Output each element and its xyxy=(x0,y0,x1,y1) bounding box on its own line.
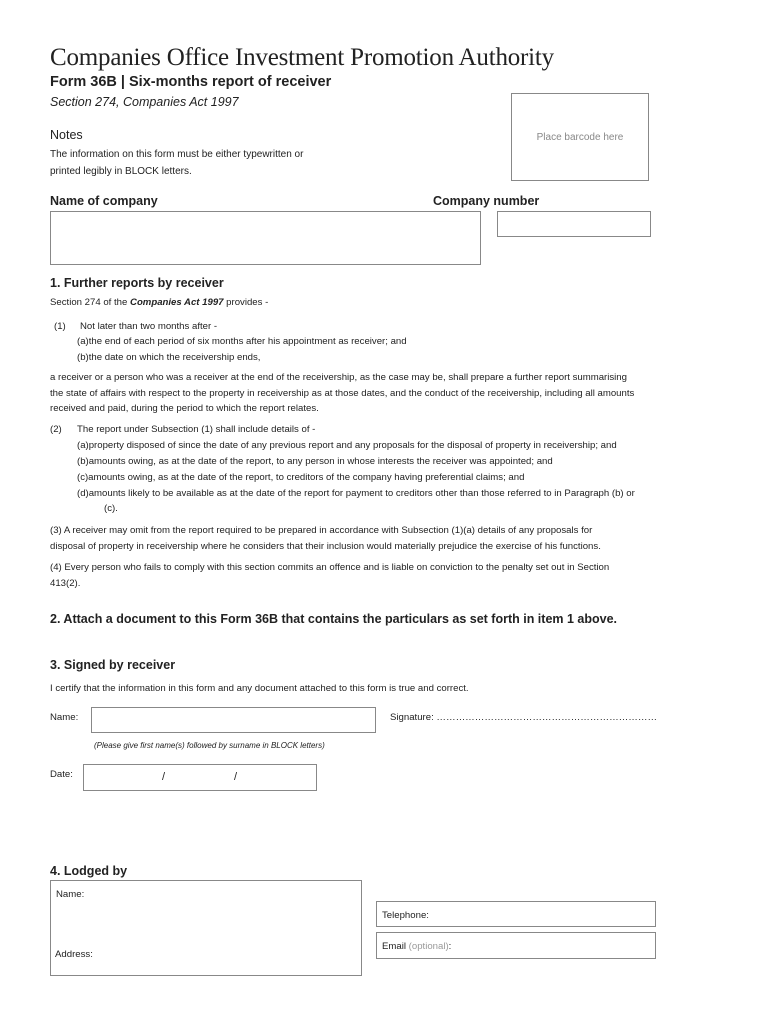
p3-line-1: (3) A receiver may omit from the report required to be prepared in accordance with Subsection (1)(a) details of any proposals for xyxy=(50,525,593,536)
notes-text xyxy=(50,146,380,180)
p4-line-2: 413(2). xyxy=(50,577,81,589)
notes-line-1: The information on this form must be either typewritten or xyxy=(50,149,304,160)
section2-heading: 2. Attach a document to this Form 36B that contains the particulars as set forth in item 1 above. xyxy=(50,612,618,626)
p3-text xyxy=(50,523,740,554)
company-name-field[interactable] xyxy=(50,211,481,265)
intro-text: Section 274 of the xyxy=(50,297,131,308)
company-number-label: Company number xyxy=(433,194,540,208)
telephone-label: Telephone: xyxy=(382,910,429,921)
p2-item-a: (a)property disposed of since the date of any previous report and any proposals for the disposal of property in receivership; and xyxy=(77,440,617,451)
act-name: Companies Act 1997 xyxy=(130,297,224,308)
company-number-field[interactable] xyxy=(497,211,651,237)
p2-item-d-cont: (c). xyxy=(104,503,118,514)
company-name-label: Name of company xyxy=(50,194,158,208)
p4-text xyxy=(50,560,740,591)
barcode-box xyxy=(511,93,649,181)
date-separator-2: / xyxy=(234,771,238,783)
lodger-name-label: Name: xyxy=(56,889,85,900)
p3-line-2: disposal of property in receivership where he considers that their inclusion would materially prejudice the exercise of his functions. xyxy=(50,540,601,552)
p2-item-c: (c)amounts owing, as at the date of the report, to creditors of the company having preferential claims; and xyxy=(77,472,525,483)
telephone-field[interactable] xyxy=(376,901,656,927)
email-field[interactable] xyxy=(376,932,656,959)
receiver-name-field[interactable] xyxy=(91,707,376,733)
barcode-placeholder: Place barcode here xyxy=(536,131,624,143)
p1-tail xyxy=(50,370,730,417)
p4-line-1: (4) Every person who fails to comply with this section commits an offence and is liable on conviction to the penalty set out in Section xyxy=(50,562,610,573)
p1-item-b: (b)the date on which the receivership ends, xyxy=(77,352,261,363)
date-label: Date: xyxy=(50,769,73,780)
p2-number: (2) xyxy=(50,424,62,435)
email-label-wrap xyxy=(382,939,451,955)
date-separator-1: / xyxy=(162,771,166,783)
notes-heading: Notes xyxy=(50,128,83,142)
name-hint: (Please give first name(s) followed by surname in BLOCK letters) xyxy=(94,741,325,750)
p2-item-d: (d)amounts likely to be available as at the date of the report for payment to creditors other than those referred to in Paragraph (b) or xyxy=(77,488,635,499)
p1-tail-line-3: received and paid, during the period to which the report relates. xyxy=(50,403,319,414)
p1-tail-line-2: the state of affairs with respect to the property in receivership as at those dates, and the conduct of the receivership, including all amounts xyxy=(50,387,635,399)
p2-text: The report under Subsection (1) shall include details of - xyxy=(77,424,316,435)
section4-heading: 4. Lodged by xyxy=(50,864,128,878)
date-field[interactable] xyxy=(83,764,317,791)
receiver-name-label: Name: xyxy=(50,712,79,723)
p1-item-a: (a)the end of each period of six months after his appointment as receiver; and xyxy=(77,336,407,347)
intro-tail: provides - xyxy=(223,297,269,308)
section1-intro xyxy=(50,295,268,311)
p1-tail-line-1: a receiver or a person who was a receiver at the end of the receivership, as the case may be, shall prepare a further report summarising xyxy=(50,372,627,383)
email-colon: : xyxy=(448,941,452,952)
p1-text: Not later than two months after - xyxy=(80,321,218,332)
section1-heading: 1. Further reports by receiver xyxy=(50,276,224,290)
lodger-name-address-field[interactable] xyxy=(50,880,362,976)
page-title: Companies Office Investment Promotion Authority xyxy=(50,44,554,71)
form-title: Form 36B | Six-months report of receiver xyxy=(50,74,332,90)
p1-number: (1) xyxy=(54,321,66,332)
notes-line-2: printed legibly in BLOCK letters. xyxy=(50,166,192,177)
lodger-address-label: Address: xyxy=(55,949,93,960)
section-reference: Section 274, Companies Act 1997 xyxy=(50,95,239,109)
certify-text: I certify that the information in this form and any document attached to this form is true and correct. xyxy=(50,683,469,694)
signature-line: Signature: …………………………………………………………… xyxy=(390,712,658,723)
p2-item-b: (b)amounts owing, as at the date of the report, to any person in whose interests the receiver was appointed; and xyxy=(77,456,553,467)
email-label: Email xyxy=(382,941,406,952)
email-optional: (optional) xyxy=(408,941,449,952)
section3-heading: 3. Signed by receiver xyxy=(50,658,176,672)
